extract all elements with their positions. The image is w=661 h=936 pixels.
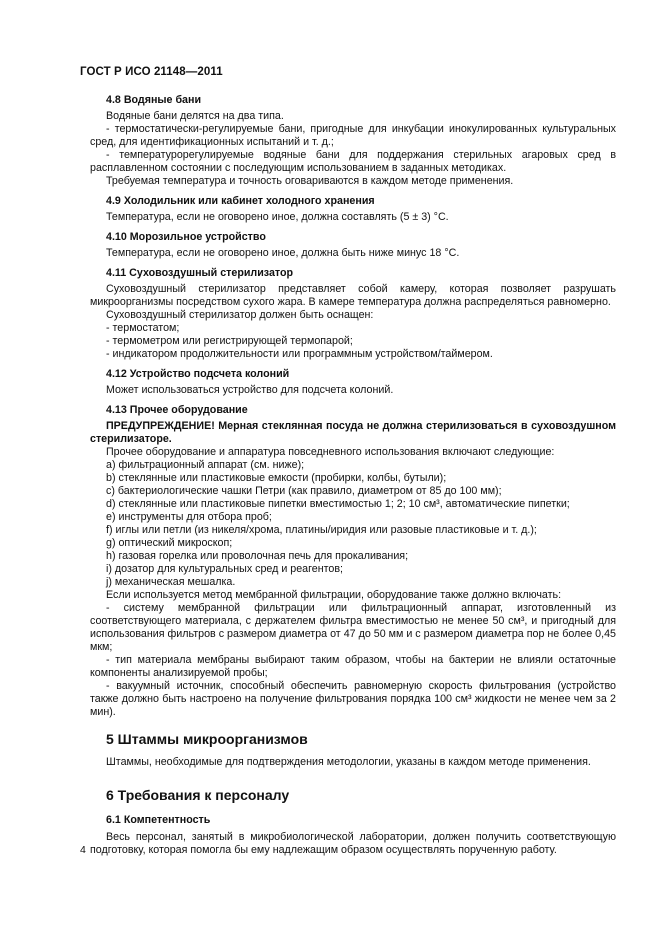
list-item: - термостатом; bbox=[106, 322, 180, 334]
section-4-8-heading: 4.8 Водяные бани bbox=[106, 94, 202, 106]
section-4-11-p2: Суховоздушный стерилизатор должен быть оснащен: bbox=[106, 309, 374, 321]
list-item: i) дозатор для культуральных сред и реагентов; bbox=[106, 563, 343, 575]
section-4-13-p2: Если используется метод мембранной фильтрации, оборудование также должно включать: bbox=[106, 589, 562, 601]
section-4-13-p1: Прочее оборудование и аппаратура повседневного использования включают следующие: bbox=[106, 446, 555, 458]
list-item: f) иглы или петли (из никеля/хрома, платины/иридия или разовые пластиковые и т. д.); bbox=[106, 524, 537, 536]
section-4-10-heading: 4.10 Морозильное устройство bbox=[106, 231, 266, 243]
section-6-1-p1: Весь персонал, занятый в микробиологической лаборатории, должен получить соответствующую подготовку, которая помогла бы ему надлежащим образом осуществлять порученную работу. bbox=[90, 831, 616, 856]
section-4-10-p1: Температура, если не оговорено иное, должна быть ниже минус 18 °С. bbox=[106, 247, 460, 259]
list-item: b) стеклянные или пластиковые емкости (пробирки, колбы, бутыли); bbox=[106, 472, 447, 484]
list-item: - тип материала мембраны выбирают таким образом, чтобы на бактерии не влияли остаточные компоненты анализируемой пробы; bbox=[90, 654, 616, 679]
section-4-8-p3: - температурорегулируемые водяные бани для поддержания стерильных агаровых сред в расплавленном состоянии с последующим использованием в заданных методиках. bbox=[90, 149, 616, 174]
document-header: ГОСТ Р ИСО 21148—2011 bbox=[80, 66, 223, 78]
document-body bbox=[90, 94, 616, 857]
section-4-12-p1: Может использоваться устройство для подсчета колоний. bbox=[106, 384, 394, 396]
section-4-11-heading: 4.11 Суховоздушный стерилизатор bbox=[106, 267, 294, 279]
section-4-9-p1: Температура, если не оговорено иное, должна составлять (5 ± 3) °С. bbox=[106, 211, 449, 223]
list-item: - систему мембранной фильтрации или фильтрационный аппарат, изготовленный из соответствующего материала, с держателем фильтра вместимостью не менее 50 см³, и пригодный для использования фильтров с размером диаметра от 47 до 50 мм и с размером диаметра пор не более 0,45 мкм; bbox=[90, 602, 616, 653]
section-4-8-p1: Водяные бани делятся на два типа. bbox=[106, 110, 284, 122]
section-6-1-heading: 6.1 Компетентность bbox=[106, 814, 211, 826]
list-item: c) бактериологические чашки Петри (как правило, диаметром от 85 до 100 мм); bbox=[106, 485, 502, 497]
warning-text: ПРЕДУПРЕЖДЕНИЕ! Мерная стеклянная посуда не должна стерилизоваться в суховоздушном стерилизаторе. bbox=[90, 420, 616, 445]
section-4-11-p1: Суховоздушный стерилизатор представляет собой камеру, которая позволяет разрушать микроорганизмы посредством сухого жара. В камере температура должна распределяться равномерно. bbox=[90, 283, 616, 308]
section-4-9-heading: 4.9 Холодильник или кабинет холодного хранения bbox=[106, 195, 375, 207]
list-item: - вакуумный источник, способный обеспечить равномерную скорость фильтрования (устройство также должно быть настроено на получение фильтрования порядка 100 см³ жидкости не менее чем за 2 мин). bbox=[90, 680, 616, 718]
list-item: g) оптический микроскоп; bbox=[106, 537, 233, 549]
section-4-12-heading: 4.12 Устройство подсчета колоний bbox=[106, 368, 290, 380]
list-item: h) газовая горелка или проволочная печь для прокаливания; bbox=[106, 550, 409, 562]
section-4-13-heading: 4.13 Прочее оборудование bbox=[106, 404, 248, 416]
section-4-8-p2: - термостатически-регулируемые бани, пригодные для инкубации инокулированных культуральных сред, для идентификационных испытаний и т. д.; bbox=[90, 123, 616, 148]
list-item: - термометром или регистрирующей термопарой; bbox=[106, 335, 353, 347]
section-5-heading: 5 Штаммы микроорганизмов bbox=[106, 731, 308, 747]
list-item: - индикатором продолжительности или программным устройством/таймером. bbox=[106, 348, 493, 360]
list-item: a) фильтрационный аппарат (см. ниже); bbox=[106, 459, 305, 471]
list-item: j) механическая мешалка. bbox=[106, 576, 236, 588]
section-4-8-p4: Требуемая температура и точность оговариваются в каждом методе применения. bbox=[106, 175, 514, 187]
list-item: e) инструменты для отбора проб; bbox=[106, 511, 272, 523]
section-5-p1: Штаммы, необходимые для подтверждения методологии, указаны в каждом методе применения. bbox=[106, 756, 591, 768]
section-6-heading: 6 Требования к персоналу bbox=[106, 787, 290, 803]
list-item: d) стеклянные или пластиковые пипетки вместимостью 1; 2; 10 см³, автоматические пипетки; bbox=[106, 498, 570, 510]
page-number: 4 bbox=[80, 844, 86, 856]
